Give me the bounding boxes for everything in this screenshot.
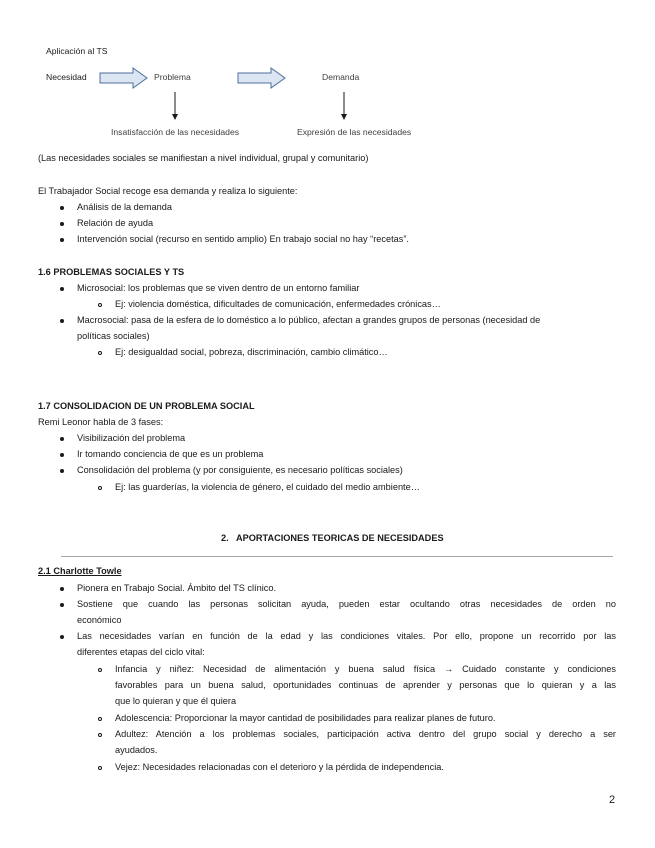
- list-item-continuation: políticas sociales): [77, 331, 150, 341]
- bullet-icon: [60, 206, 64, 210]
- bullet-icon: [60, 437, 64, 441]
- intro-text: El Trabajador Social recoge esa demanda y realiza lo siguiente:: [38, 186, 298, 196]
- chapter-heading: 2. APORTACIONES TEORICAS DE NECESIDADES: [221, 533, 444, 543]
- list-subitem: Ej: las guarderías, la violencia de género, el cuidado del medio ambiente…: [115, 482, 420, 492]
- list-subitem-continuation: ayudados.: [115, 745, 158, 755]
- arrow-down-icon: [170, 92, 180, 122]
- section-intro: Remi Leonor habla de 3 fases:: [38, 417, 164, 427]
- bullet-icon: [60, 635, 64, 639]
- list-item-continuation: diferentes etapas del ciclo vital:: [77, 647, 205, 657]
- list-item: Las necesidades varían en función de la edad y las condiciones vitales. Por ello, propone un recorrido por las: [77, 631, 616, 641]
- bullet-icon: [60, 238, 64, 242]
- bullet-icon: [60, 453, 64, 457]
- arrow-down-icon: [339, 92, 349, 122]
- list-item: Pionera en Trabajo Social. Ámbito del TS clínico.: [77, 583, 276, 593]
- circle-bullet-icon: [98, 303, 102, 307]
- list-item-continuation: económico: [77, 615, 122, 625]
- diagram-node-demanda: Demanda: [322, 72, 360, 82]
- list-item: Visibilización del problema: [77, 433, 186, 443]
- list-item: Consolidación del problema (y por consiguiente, es necesario políticas sociales): [77, 465, 403, 475]
- circle-bullet-icon: [98, 668, 102, 672]
- section-heading-1-7: 1.7 CONSOLIDACION DE UN PROBLEMA SOCIAL: [38, 401, 255, 411]
- section-heading-2-1: 2.1 Charlotte Towle: [38, 566, 122, 576]
- circle-bullet-icon: [98, 486, 102, 490]
- list-item: Macrosocial: pasa de la esfera de lo doméstico a lo público, afectan a grandes grupos de personas (necesidad de: [77, 315, 541, 325]
- arrow-right-icon: [237, 67, 287, 89]
- list-item: Intervención social (recurso en sentido amplio) En trabajo social no hay “recetas”.: [77, 234, 409, 244]
- list-item: Sostiene que cuando las personas solicitan ayuda, pueden estar ocultando otras necesidades de orden no: [77, 599, 616, 609]
- list-item: Análisis de la demanda: [77, 202, 172, 212]
- bullet-icon: [60, 587, 64, 591]
- diagram-node-problema: Problema: [154, 72, 191, 82]
- list-subitem: Vejez: Necesidades relacionadas con el deterioro y la pérdida de independencia.: [115, 762, 444, 772]
- list-subitem: Ej: violencia doméstica, dificultades de comunicación, enfermedades crónicas…: [115, 299, 441, 309]
- list-subitem: Adultez: Atención a los problemas sociales, participación activa dentro del grupo social y derecho a ser: [115, 729, 616, 739]
- diagram-sub-problema: Insatisfacción de las necesidades: [111, 127, 240, 137]
- circle-bullet-icon: [98, 766, 102, 770]
- list-subitem-continuation: favorables para un buena salud, oportunidades continuas de aprender y personas que lo quieran y a las: [115, 680, 616, 690]
- bullet-icon: [60, 603, 64, 607]
- horizontal-divider: [61, 556, 613, 557]
- list-item: Microsocial: los problemas que se viven dentro de un entorno familiar: [77, 283, 360, 293]
- page-number: 2: [609, 794, 616, 806]
- diagram-sub-demanda: Expresión de las necesidades: [297, 127, 412, 137]
- diagram-title: Aplicación al TS: [46, 46, 108, 56]
- section-heading-1-6: 1.6 PROBLEMAS SOCIALES Y TS: [38, 267, 185, 277]
- list-subitem: Infancia y niñez: Necesidad de alimentación y buena salud física → Cuidado constante y condiciones: [115, 664, 616, 674]
- list-item: Ir tomando conciencia de que es un problema: [77, 449, 264, 459]
- circle-bullet-icon: [98, 733, 102, 737]
- bullet-icon: [60, 469, 64, 473]
- arrow-right-icon: [99, 67, 149, 89]
- list-item: Relación de ayuda: [77, 218, 154, 228]
- list-subitem-continuation: que lo quieran y que él quiera: [115, 696, 237, 706]
- circle-bullet-icon: [98, 717, 102, 721]
- circle-bullet-icon: [98, 351, 102, 355]
- note-text: (Las necesidades sociales se manifiestan a nivel individual, grupal y comunitario): [38, 153, 369, 163]
- bullet-icon: [60, 319, 64, 323]
- bullet-icon: [60, 222, 64, 226]
- list-subitem: Adolescencia: Proporcionar la mayor cantidad de posibilidades para realizar planes de futuro.: [115, 713, 496, 723]
- bullet-icon: [60, 287, 64, 291]
- diagram-node-necesidad: Necesidad: [46, 72, 87, 82]
- list-subitem: Ej: desigualdad social, pobreza, discriminación, cambio climático…: [115, 347, 388, 357]
